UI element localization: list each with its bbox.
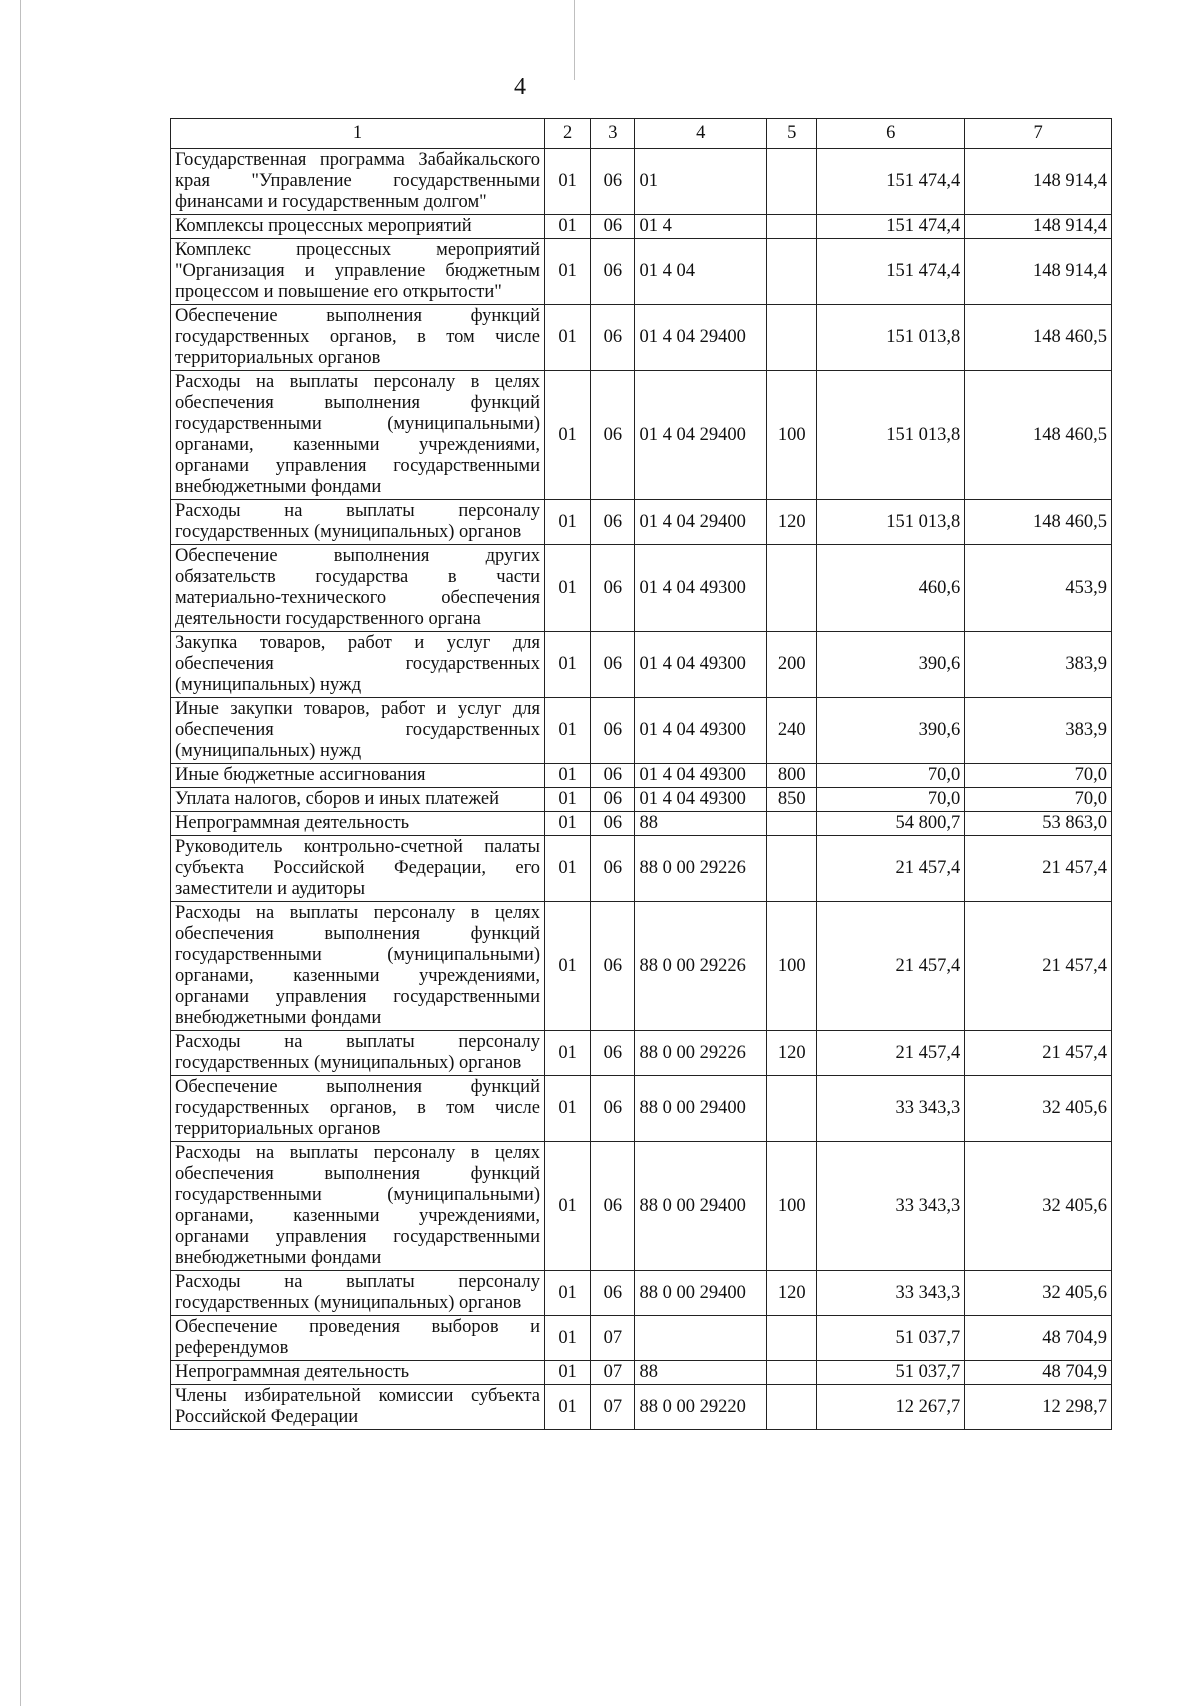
target-article-cell: 88 0 00 29400 [635, 1142, 767, 1271]
expense-type-cell [767, 836, 817, 902]
expense-name-cell: Государственная программа Забайкальского края "Управление государственными финансами и государственным долгом" [171, 149, 545, 215]
expense-name-cell: Закупка товаров, работ и услуг для обеспечения государственных (муниципальных) нужд [171, 632, 545, 698]
subsection-code-cell: 06 [591, 902, 635, 1031]
amount-col7-cell: 148 914,4 [965, 215, 1112, 239]
amount-col7-cell: 53 863,0 [965, 812, 1112, 836]
expense-name-cell: Иные закупки товаров, работ и услуг для обеспечения государственных (муниципальных) нужд [171, 698, 545, 764]
table-row [171, 1076, 1112, 1142]
target-article-cell [635, 1316, 767, 1361]
subsection-code-cell: 06 [591, 788, 635, 812]
amount-col6-cell: 33 343,3 [817, 1076, 965, 1142]
amount-col6-cell: 70,0 [817, 788, 965, 812]
table-row [171, 371, 1112, 500]
amount-col6-cell: 70,0 [817, 764, 965, 788]
section-code-cell: 01 [544, 371, 590, 500]
budget-table-body [171, 119, 1112, 1430]
target-article-cell: 01 4 04 [635, 239, 767, 305]
expense-name-cell: Расходы на выплаты персоналу государственных (муниципальных) органов [171, 1031, 545, 1076]
section-code-cell: 01 [544, 1385, 590, 1430]
table-row [171, 545, 1112, 632]
table-row [171, 632, 1112, 698]
expense-name-cell: Комплексы процессных мероприятий [171, 215, 545, 239]
amount-col7-cell: 148 460,5 [965, 371, 1112, 500]
subsection-code-cell: 06 [591, 1031, 635, 1076]
table-row [171, 215, 1112, 239]
expense-type-cell [767, 305, 817, 371]
table-row [171, 1316, 1112, 1361]
subsection-code-cell: 06 [591, 812, 635, 836]
scan-margin-line [20, 0, 21, 1706]
subsection-code-cell: 06 [591, 500, 635, 545]
expense-name-cell: Обеспечение проведения выборов и референдумов [171, 1316, 545, 1361]
amount-col6-cell: 21 457,4 [817, 1031, 965, 1076]
amount-col7-cell: 383,9 [965, 632, 1112, 698]
subsection-code-cell: 06 [591, 149, 635, 215]
table-row [171, 500, 1112, 545]
amount-col6-cell: 151 474,4 [817, 149, 965, 215]
expense-name-cell: Обеспечение выполнения функций государственных органов, в том числе территориальных органов [171, 305, 545, 371]
expense-type-cell [767, 1076, 817, 1142]
target-article-cell: 01 4 04 29400 [635, 500, 767, 545]
table-row [171, 764, 1112, 788]
header-col-6: 6 [817, 119, 965, 149]
expense-name-cell: Расходы на выплаты персоналу государственных (муниципальных) органов [171, 1271, 545, 1316]
amount-col7-cell: 148 460,5 [965, 500, 1112, 545]
subsection-code-cell: 06 [591, 698, 635, 764]
amount-col7-cell: 21 457,4 [965, 836, 1112, 902]
amount-col6-cell: 54 800,7 [817, 812, 965, 836]
section-code-cell: 01 [544, 305, 590, 371]
table-row [171, 1361, 1112, 1385]
header-col-1: 1 [171, 119, 545, 149]
table-row [171, 1385, 1112, 1430]
amount-col7-cell: 21 457,4 [965, 902, 1112, 1031]
expense-type-cell [767, 1385, 817, 1430]
section-code-cell: 01 [544, 1031, 590, 1076]
target-article-cell: 88 [635, 1361, 767, 1385]
scan-fold-line [574, 0, 575, 80]
subsection-code-cell: 06 [591, 371, 635, 500]
subsection-code-cell: 06 [591, 632, 635, 698]
expense-type-cell: 850 [767, 788, 817, 812]
page-number: 4 [514, 74, 526, 100]
target-article-cell: 01 4 04 49300 [635, 632, 767, 698]
amount-col7-cell: 32 405,6 [965, 1142, 1112, 1271]
section-code-cell: 01 [544, 1142, 590, 1271]
expense-name-cell: Расходы на выплаты персоналу в целях обеспечения выполнения функций государственными (муниципальными) органами, казенными учреждениями, органами управления государственными внебюджетными фондами [171, 1142, 545, 1271]
section-code-cell: 01 [544, 1271, 590, 1316]
section-code-cell: 01 [544, 149, 590, 215]
subsection-code-cell: 06 [591, 215, 635, 239]
amount-col7-cell: 148 460,5 [965, 305, 1112, 371]
section-code-cell: 01 [544, 500, 590, 545]
table-row [171, 698, 1112, 764]
expense-type-cell [767, 812, 817, 836]
section-code-cell: 01 [544, 1076, 590, 1142]
target-article-cell: 88 0 00 29220 [635, 1385, 767, 1430]
target-article-cell: 01 4 04 49300 [635, 764, 767, 788]
amount-col6-cell: 390,6 [817, 698, 965, 764]
expense-name-cell: Обеспечение выполнения других обязательств государства в части материально-технического обеспечения деятельности государственного органа [171, 545, 545, 632]
target-article-cell: 01 4 [635, 215, 767, 239]
expense-type-cell: 800 [767, 764, 817, 788]
subsection-code-cell: 06 [591, 1076, 635, 1142]
target-article-cell: 01 4 04 29400 [635, 305, 767, 371]
section-code-cell: 01 [544, 545, 590, 632]
target-article-cell: 88 0 00 29226 [635, 902, 767, 1031]
amount-col7-cell: 148 914,4 [965, 149, 1112, 215]
amount-col6-cell: 33 343,3 [817, 1271, 965, 1316]
subsection-code-cell: 06 [591, 545, 635, 632]
amount-col6-cell: 21 457,4 [817, 902, 965, 1031]
amount-col7-cell: 70,0 [965, 788, 1112, 812]
expense-type-cell: 100 [767, 902, 817, 1031]
table-row [171, 1142, 1112, 1271]
table-row [171, 812, 1112, 836]
expense-name-cell: Расходы на выплаты персоналу государственных (муниципальных) органов [171, 500, 545, 545]
subsection-code-cell: 06 [591, 1271, 635, 1316]
subsection-code-cell: 06 [591, 305, 635, 371]
amount-col7-cell: 70,0 [965, 764, 1112, 788]
expense-type-cell: 120 [767, 1271, 817, 1316]
header-col-2: 2 [544, 119, 590, 149]
amount-col7-cell: 12 298,7 [965, 1385, 1112, 1430]
amount-col7-cell: 48 704,9 [965, 1316, 1112, 1361]
target-article-cell: 88 0 00 29400 [635, 1271, 767, 1316]
target-article-cell: 88 [635, 812, 767, 836]
budget-table [170, 118, 1112, 1430]
expense-name-cell: Иные бюджетные ассигнования [171, 764, 545, 788]
section-code-cell: 01 [544, 1361, 590, 1385]
expense-type-cell: 100 [767, 1142, 817, 1271]
amount-col6-cell: 51 037,7 [817, 1361, 965, 1385]
expense-name-cell: Непрограммная деятельность [171, 812, 545, 836]
section-code-cell: 01 [544, 788, 590, 812]
section-code-cell: 01 [544, 836, 590, 902]
amount-col7-cell: 48 704,9 [965, 1361, 1112, 1385]
expense-type-cell [767, 1361, 817, 1385]
subsection-code-cell: 07 [591, 1316, 635, 1361]
subsection-code-cell: 06 [591, 1142, 635, 1271]
subsection-code-cell: 07 [591, 1385, 635, 1430]
amount-col7-cell: 453,9 [965, 545, 1112, 632]
amount-col6-cell: 390,6 [817, 632, 965, 698]
header-col-5: 5 [767, 119, 817, 149]
expense-name-cell: Расходы на выплаты персоналу в целях обеспечения выполнения функций государственными (муниципальными) органами, казенными учреждениями, органами управления государственными внебюджетными фондами [171, 902, 545, 1031]
target-article-cell: 88 0 00 29226 [635, 1031, 767, 1076]
table-row [171, 1031, 1112, 1076]
table-row [171, 305, 1112, 371]
target-article-cell: 01 4 04 49300 [635, 545, 767, 632]
section-code-cell: 01 [544, 698, 590, 764]
table-row [171, 1271, 1112, 1316]
section-code-cell: 01 [544, 902, 590, 1031]
expense-type-cell [767, 149, 817, 215]
amount-col7-cell: 32 405,6 [965, 1076, 1112, 1142]
amount-col6-cell: 460,6 [817, 545, 965, 632]
expense-type-cell [767, 239, 817, 305]
expense-name-cell: Члены избирательной комиссии субъекта Российской Федерации [171, 1385, 545, 1430]
section-code-cell: 01 [544, 812, 590, 836]
header-col-4: 4 [635, 119, 767, 149]
target-article-cell: 88 0 00 29400 [635, 1076, 767, 1142]
amount-col6-cell: 151 474,4 [817, 215, 965, 239]
amount-col7-cell: 21 457,4 [965, 1031, 1112, 1076]
table-row [171, 902, 1112, 1031]
table-row [171, 239, 1112, 305]
amount-col6-cell: 12 267,7 [817, 1385, 965, 1430]
expense-name-cell: Комплекс процессных мероприятий "Организация и управление бюджетным процессом и повышение его открытости" [171, 239, 545, 305]
expense-type-cell [767, 1316, 817, 1361]
expense-type-cell [767, 215, 817, 239]
section-code-cell: 01 [544, 632, 590, 698]
expense-name-cell: Обеспечение выполнения функций государственных органов, в том числе территориальных органов [171, 1076, 545, 1142]
target-article-cell: 01 4 04 49300 [635, 788, 767, 812]
target-article-cell: 01 4 04 29400 [635, 371, 767, 500]
amount-col6-cell: 51 037,7 [817, 1316, 965, 1361]
expense-type-cell [767, 545, 817, 632]
expense-type-cell: 240 [767, 698, 817, 764]
subsection-code-cell: 07 [591, 1361, 635, 1385]
section-code-cell: 01 [544, 1316, 590, 1361]
expense-name-cell: Уплата налогов, сборов и иных платежей [171, 788, 545, 812]
subsection-code-cell: 06 [591, 836, 635, 902]
header-col-3: 3 [591, 119, 635, 149]
amount-col7-cell: 383,9 [965, 698, 1112, 764]
expense-name-cell: Расходы на выплаты персоналу в целях обеспечения выполнения функций государственными (муниципальными) органами, казенными учреждениями, органами управления государственными внебюджетными фондами [171, 371, 545, 500]
amount-col6-cell: 151 013,8 [817, 371, 965, 500]
target-article-cell: 01 [635, 149, 767, 215]
table-row [171, 788, 1112, 812]
amount-col6-cell: 21 457,4 [817, 836, 965, 902]
expense-name-cell: Руководитель контрольно-счетной палаты субъекта Российской Федерации, его заместители и аудиторы [171, 836, 545, 902]
target-article-cell: 88 0 00 29226 [635, 836, 767, 902]
expense-type-cell: 120 [767, 500, 817, 545]
expense-type-cell: 100 [767, 371, 817, 500]
table-row [171, 836, 1112, 902]
section-code-cell: 01 [544, 239, 590, 305]
amount-col6-cell: 151 474,4 [817, 239, 965, 305]
expense-type-cell: 200 [767, 632, 817, 698]
table-header-row [171, 119, 1112, 149]
target-article-cell: 01 4 04 49300 [635, 698, 767, 764]
expense-name-cell: Непрограммная деятельность [171, 1361, 545, 1385]
subsection-code-cell: 06 [591, 764, 635, 788]
expense-type-cell: 120 [767, 1031, 817, 1076]
amount-col6-cell: 151 013,8 [817, 305, 965, 371]
table-row [171, 149, 1112, 215]
amount-col7-cell: 32 405,6 [965, 1271, 1112, 1316]
amount-col6-cell: 151 013,8 [817, 500, 965, 545]
amount-col7-cell: 148 914,4 [965, 239, 1112, 305]
amount-col6-cell: 33 343,3 [817, 1142, 965, 1271]
section-code-cell: 01 [544, 215, 590, 239]
section-code-cell: 01 [544, 764, 590, 788]
subsection-code-cell: 06 [591, 239, 635, 305]
header-col-7: 7 [965, 119, 1112, 149]
